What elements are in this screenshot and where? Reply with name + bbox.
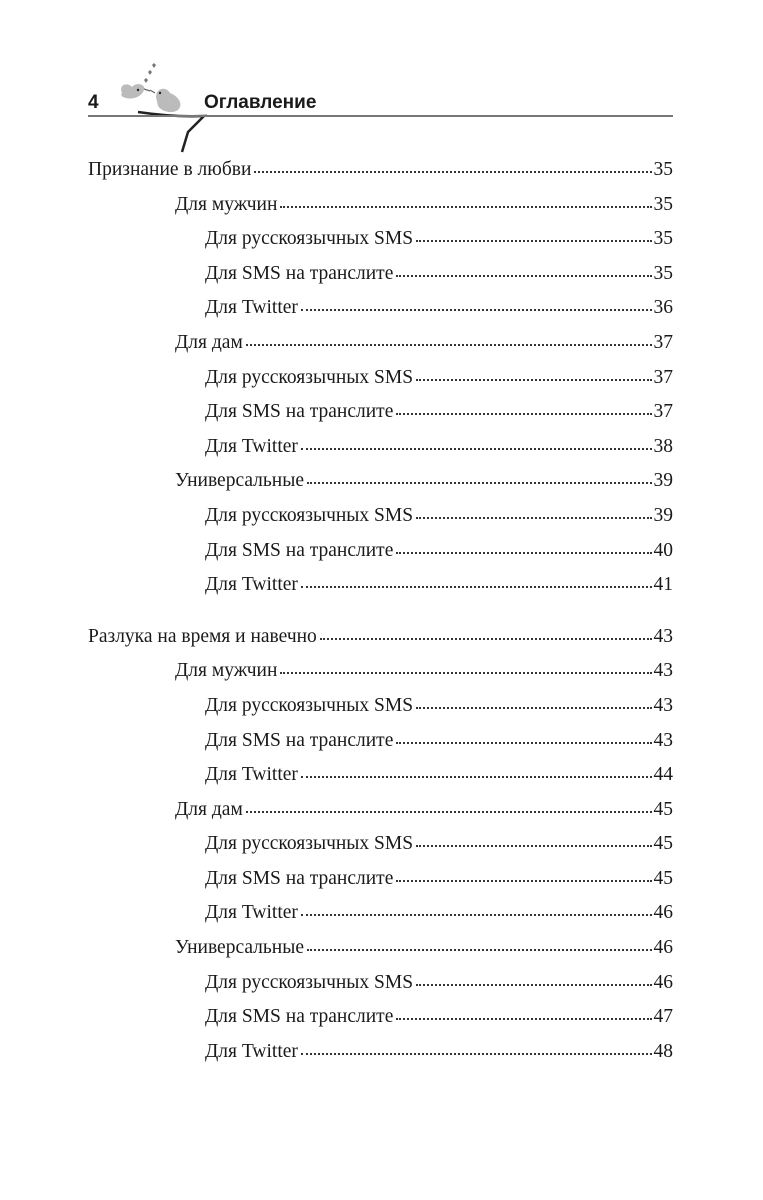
toc-entry-page: 41 <box>653 574 673 596</box>
dot-leader <box>280 205 651 208</box>
running-header <box>88 60 673 160</box>
toc-entry[interactable] <box>88 827 673 862</box>
birds-logo-icon <box>108 60 218 160</box>
dot-leader <box>416 239 651 242</box>
toc-entry-page: 43 <box>653 625 673 647</box>
toc-entry[interactable] <box>88 966 673 1001</box>
toc-entry-page: 37 <box>653 366 673 388</box>
toc-entry-title: Для SMS на транслите <box>205 729 394 751</box>
toc-entry[interactable] <box>88 654 673 689</box>
toc-entry-title: Для SMS на транслите <box>205 539 394 561</box>
toc-entry-title: Для русскоязычных SMS <box>205 366 414 388</box>
toc-entry-title: Для Twitter <box>205 297 298 319</box>
dot-leader <box>301 775 652 778</box>
toc-entry-title: Для Twitter <box>205 435 298 457</box>
toc-entry-page: 35 <box>653 262 673 284</box>
dot-leader <box>320 637 652 640</box>
toc-entry[interactable] <box>88 257 673 292</box>
toc-entry-page: 37 <box>653 401 673 423</box>
dot-leader <box>396 879 651 882</box>
toc-entry[interactable] <box>88 931 673 966</box>
toc-entry[interactable] <box>88 724 673 759</box>
toc-entry-page: 45 <box>653 833 673 855</box>
dot-leader <box>416 706 651 709</box>
dot-leader <box>416 844 651 847</box>
toc-entry[interactable] <box>88 896 673 931</box>
toc-entry-page: 43 <box>653 660 673 682</box>
toc-entry-title: Признание в любви <box>88 159 252 180</box>
dot-leader <box>301 447 652 450</box>
toc-entry[interactable] <box>88 291 673 326</box>
toc-entry[interactable] <box>88 1035 673 1070</box>
dot-leader <box>416 516 651 519</box>
toc-entry[interactable] <box>88 620 673 655</box>
dot-leader <box>416 983 651 986</box>
toc-entry-title: Для русскоязычных SMS <box>205 833 414 855</box>
dot-leader <box>301 913 652 916</box>
toc-entry[interactable] <box>88 326 673 361</box>
toc-entry-page: 39 <box>653 470 673 492</box>
toc-entry-title: Для русскоязычных SMS <box>205 971 414 993</box>
toc-entry-page: 43 <box>653 694 673 716</box>
toc-entry[interactable] <box>88 1000 673 1035</box>
toc-entry[interactable] <box>88 153 673 188</box>
dot-leader <box>301 585 652 588</box>
dot-leader <box>307 948 652 951</box>
dot-leader <box>396 1017 651 1020</box>
toc-entry[interactable] <box>88 361 673 396</box>
toc-entry[interactable] <box>88 689 673 724</box>
toc-entry-page: 40 <box>653 539 673 561</box>
page-number: 4 <box>88 92 99 113</box>
table-of-contents <box>88 153 673 1069</box>
dot-leader <box>307 481 652 484</box>
toc-entry-title: Для Twitter <box>205 902 298 924</box>
dot-leader <box>416 378 651 381</box>
toc-entry[interactable] <box>88 862 673 897</box>
toc-entry-page: 45 <box>653 867 673 889</box>
toc-entry[interactable] <box>88 222 673 257</box>
toc-entry-page: 45 <box>653 798 673 820</box>
toc-entry-title: Для русскоязычных SMS <box>205 694 414 716</box>
toc-entry-page: 36 <box>653 297 673 319</box>
toc-entry-page: 35 <box>653 228 673 250</box>
toc-entry-title: Разлука на время и навечно <box>88 625 317 647</box>
dot-leader <box>254 170 651 173</box>
dot-leader <box>396 741 651 744</box>
dot-leader <box>246 343 652 346</box>
toc-entry-title: Для мужчин <box>175 193 278 215</box>
dot-leader <box>301 308 652 311</box>
toc-entry-page: 38 <box>653 435 673 457</box>
toc-entry-title: Универсальные <box>175 470 304 492</box>
toc-entry-title: Для мужчин <box>175 660 278 682</box>
toc-entry-page: 39 <box>653 504 673 526</box>
header-rule <box>88 115 673 117</box>
toc-entry-page: 35 <box>653 159 673 180</box>
toc-entry-title: Для SMS на транслите <box>205 867 394 889</box>
toc-entry-title: Для Twitter <box>205 764 298 786</box>
toc-entry[interactable] <box>88 464 673 499</box>
toc-entry[interactable] <box>88 430 673 465</box>
toc-entry-title: Для дам <box>175 331 243 353</box>
toc-entry-page: 48 <box>653 1040 673 1062</box>
toc-entry-page: 47 <box>653 1006 673 1028</box>
dot-leader <box>280 671 651 674</box>
toc-entry-title: Для SMS на транслите <box>205 401 394 423</box>
toc-entry-page: 37 <box>653 331 673 353</box>
toc-entry-title: Для SMS на транслите <box>205 262 394 284</box>
toc-entry-title: Для русскоязычных SMS <box>205 228 414 250</box>
dot-leader <box>396 412 651 415</box>
toc-entry-title: Универсальные <box>175 937 304 959</box>
toc-entry[interactable] <box>88 499 673 534</box>
toc-entry-title: Для Twitter <box>205 1040 298 1062</box>
toc-entry[interactable] <box>88 758 673 793</box>
toc-entry-page: 43 <box>653 729 673 751</box>
toc-entry[interactable] <box>88 534 673 569</box>
toc-entry-page: 46 <box>653 971 673 993</box>
toc-entry[interactable] <box>88 793 673 828</box>
dot-leader <box>246 810 652 813</box>
header-title: Оглавление <box>204 92 317 113</box>
toc-entry[interactable] <box>88 188 673 223</box>
toc-entry-page: 35 <box>653 193 673 215</box>
toc-entry-title: Для дам <box>175 798 243 820</box>
toc-entry[interactable] <box>88 568 673 603</box>
toc-entry-title: Для русскоязычных SMS <box>205 504 414 526</box>
dot-leader <box>396 551 651 554</box>
toc-entry-page: 44 <box>653 764 673 786</box>
toc-entry-page: 46 <box>653 937 673 959</box>
dot-leader <box>396 274 651 277</box>
toc-entry[interactable] <box>88 395 673 430</box>
dot-leader <box>301 1052 652 1055</box>
toc-entry-page: 46 <box>653 902 673 924</box>
toc-entry-title: Для SMS на транслите <box>205 1006 394 1028</box>
toc-entry-title: Для Twitter <box>205 574 298 596</box>
